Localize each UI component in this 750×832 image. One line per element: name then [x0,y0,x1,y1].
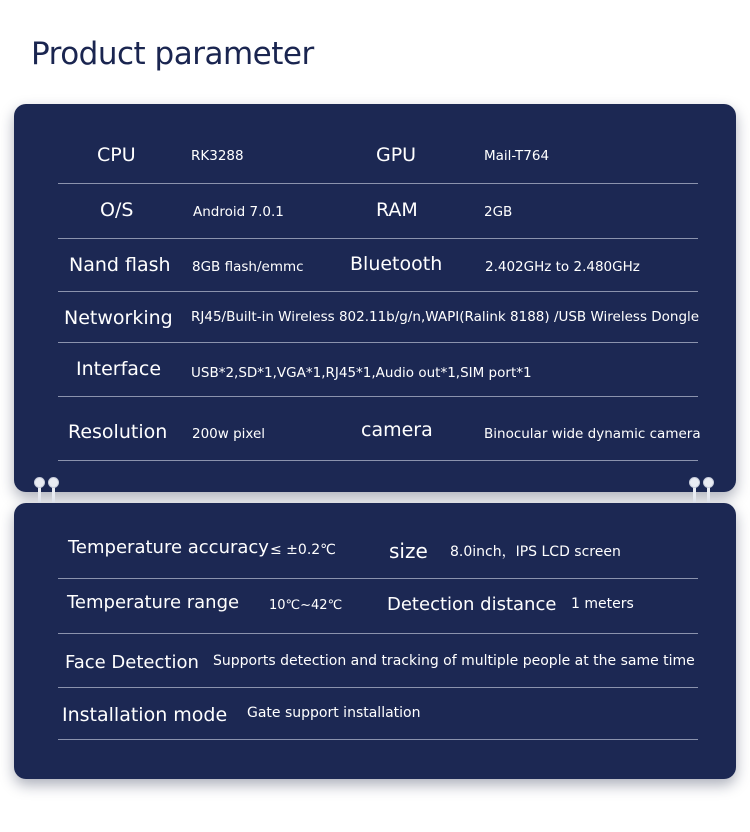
spec-row-interface [58,343,698,397]
detection-distance-label: Detection distance [387,594,557,615]
face-detection-label: Face Detection [65,652,199,673]
interface-label: Interface [76,358,162,380]
resolution-label: Resolution [68,421,168,443]
camera-label: camera [361,419,433,441]
spec-row-installation [58,688,698,740]
installation-mode-value: Gate support installation [247,705,421,721]
gpu-label: GPU [376,144,417,166]
spec-row-networking [58,292,698,343]
camera-value: Binocular wide dynamic camera [484,426,701,442]
spec-row-os-ram [58,184,698,239]
spec-row-accuracy-size [58,523,698,579]
bluetooth-value: 2.402GHz to 2.480GHz [485,259,640,275]
spec-row-range-distance [58,579,698,634]
row-divider [58,460,698,461]
nand-flash-value: 8GB flash/emmc [192,259,304,275]
networking-label: Networking [64,307,173,329]
temperature-accuracy-label: Temperature accuracy [68,537,269,558]
installation-mode-label: Installation mode [62,704,228,726]
size-value: 8.0inch，IPS LCD screen [450,544,621,560]
spec-row-nand-bluetooth [58,239,698,292]
page-title: Product parameter [31,36,314,72]
cpu-value: RK3288 [191,148,244,164]
size-label: size [389,539,428,563]
row-divider [58,739,698,740]
ram-value: 2GB [484,204,513,220]
resolution-value: 200w pixel [192,426,266,442]
spec-card-hardware [14,104,736,492]
os-value: Android 7.0.1 [193,204,284,220]
spec-row-face-detection [58,634,698,688]
interface-value: USB*2,SD*1,VGA*1,RJ45*1,Audio out*1,SIM port*1 [191,365,532,381]
os-label: O/S [100,199,134,221]
ram-label: RAM [376,199,418,221]
spec-row-cpu-gpu [58,124,698,184]
bluetooth-label: Bluetooth [350,253,443,275]
cpu-label: CPU [97,144,136,166]
spec-card-detection [14,503,736,779]
temperature-range-label: Temperature range [67,592,240,613]
temperature-accuracy-value: ≤ ±0.2℃ [270,542,336,558]
face-detection-value: Supports detection and tracking of multiple people at the same time [213,653,695,669]
detection-distance-value: 1 meters [571,596,634,612]
nand-flash-label: Nand flash [69,254,171,276]
gpu-value: Mail-T764 [484,148,550,164]
spec-row-resolution-camera [58,397,701,461]
temperature-range-value: 10℃~42℃ [269,598,343,613]
networking-value: RJ45/Built-in Wireless 802.11b/g/n,WAPI(Ralink 8188) /USB Wireless Dongle [191,309,700,325]
